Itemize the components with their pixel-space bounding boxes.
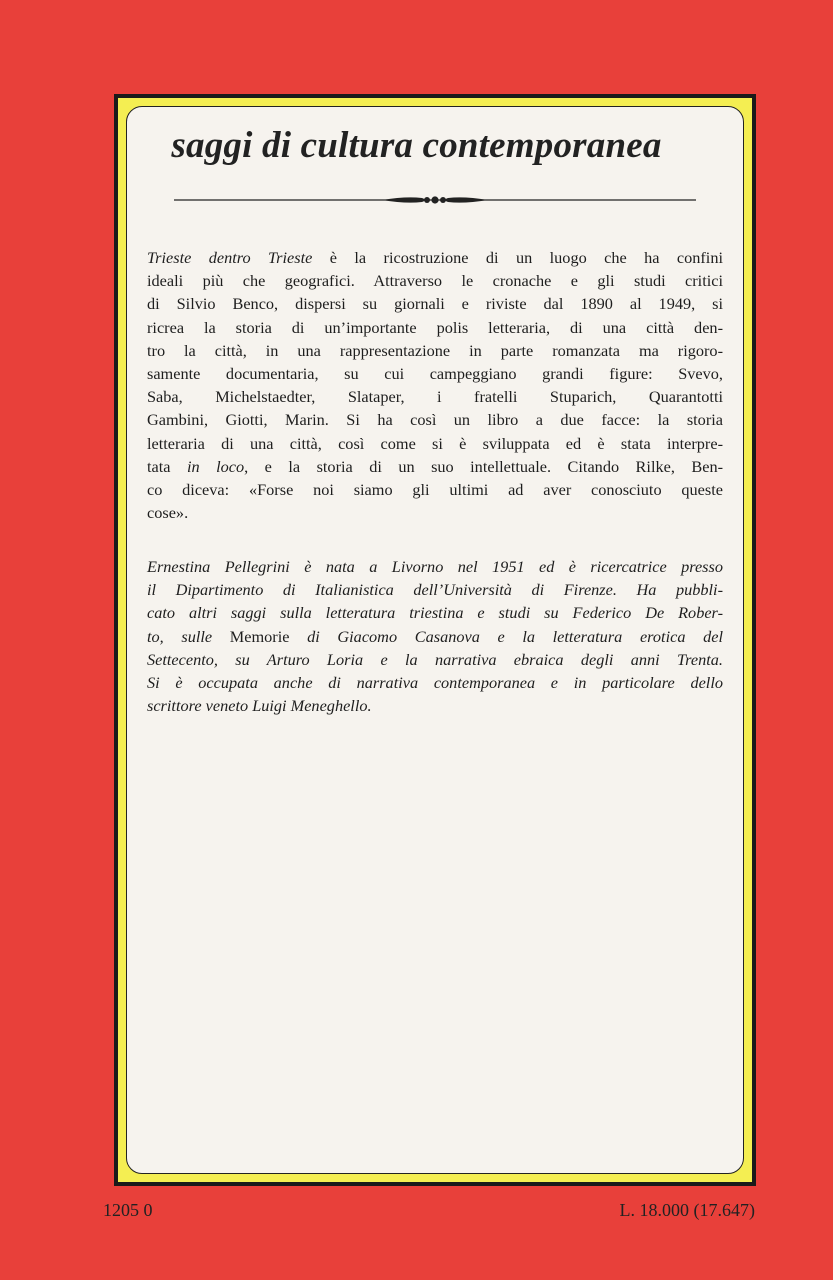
text-run: , e la storia di un suo intellettuale. Citando Rilke, Ben- (244, 456, 724, 476)
price: L. 18.000 (17.647) (619, 1200, 755, 1220)
text-run: Settecento, su Arturo Loria e la narrativa ebraica degli anni Trenta. (147, 649, 723, 669)
text-line (147, 601, 723, 624)
text-run: to, sulle (147, 626, 230, 646)
text-run: è la ricostruzione di un luogo che ha confini (312, 248, 723, 267)
text-run: cose». (147, 503, 189, 523)
text-line (147, 385, 723, 408)
text-line (147, 362, 723, 385)
text-line (147, 671, 723, 694)
text-run: ricrea la storia di un’importante polis letteraria, di una città den- (147, 317, 723, 337)
ornament-divider-icon (174, 190, 696, 210)
italic-text: in loco (186, 456, 245, 476)
book-description (147, 246, 723, 524)
text-line (147, 408, 723, 431)
text-line (147, 625, 723, 648)
text-line (147, 478, 723, 501)
text-line (147, 694, 723, 717)
text-run: di Silvio Benco, dispersi su giornali e riviste dal 1890 al 1949, si (147, 294, 723, 314)
series-title: saggi di cultura contemporanea (171, 125, 662, 166)
text-run: co diceva: «Forse noi siamo gli ultimi ad aver conosciuto queste (147, 480, 723, 500)
text-run: tata (147, 456, 187, 476)
text-run: scrittore veneto Luigi Meneghello. (147, 696, 372, 716)
italic-text: Trieste dentro Trieste (147, 248, 313, 267)
text-line (147, 455, 723, 478)
text-run: Si è occupata anche di narrativa contemporanea e in particolare dello (147, 673, 723, 693)
text-run: di Giacomo Casanova e la letteratura erotica del (289, 626, 723, 646)
catalog-code: 1205 0 (103, 1200, 153, 1220)
text-run: letteraria di una città, così come si è sviluppata ed è stata interpre- (147, 433, 723, 453)
text-run: Ernestina Pellegrini è nata a Livorno nel 1951 ed è ricercatrice presso (147, 557, 723, 576)
text-line (147, 648, 723, 671)
text-run: Saba, Michelstaedter, Slataper, i fratelli Stuparich, Quarantotti (147, 387, 723, 407)
text-run: cato altri saggi sulla letteratura triestina e studi su Federico De Rober- (147, 603, 723, 623)
text-run: tro la città, in una rappresentazione in parte romanzata ma rigoro- (147, 340, 723, 360)
text-line (147, 316, 723, 339)
text-run: samente documentaria, su cui campeggiano grandi figure: Svevo, (147, 364, 723, 384)
text-line (147, 292, 723, 315)
author-bio (147, 555, 723, 717)
text-run: il Dipartimento di Italianistica dell’Università di Firenze. Ha pubbli- (147, 580, 723, 600)
text-line (147, 555, 723, 578)
text-line (147, 269, 723, 292)
text-line (147, 339, 723, 362)
text-line (147, 501, 723, 524)
text-run: ideali più che geografici. Attraverso le cronache e gli studi critici (147, 271, 723, 291)
text-line (147, 246, 723, 269)
text-line (147, 432, 723, 455)
text-line (147, 578, 723, 601)
italic-text: Memorie (229, 626, 290, 646)
text-run: Gambini, Giotti, Marin. Si ha così un libro a due facce: la storia (147, 410, 723, 430)
